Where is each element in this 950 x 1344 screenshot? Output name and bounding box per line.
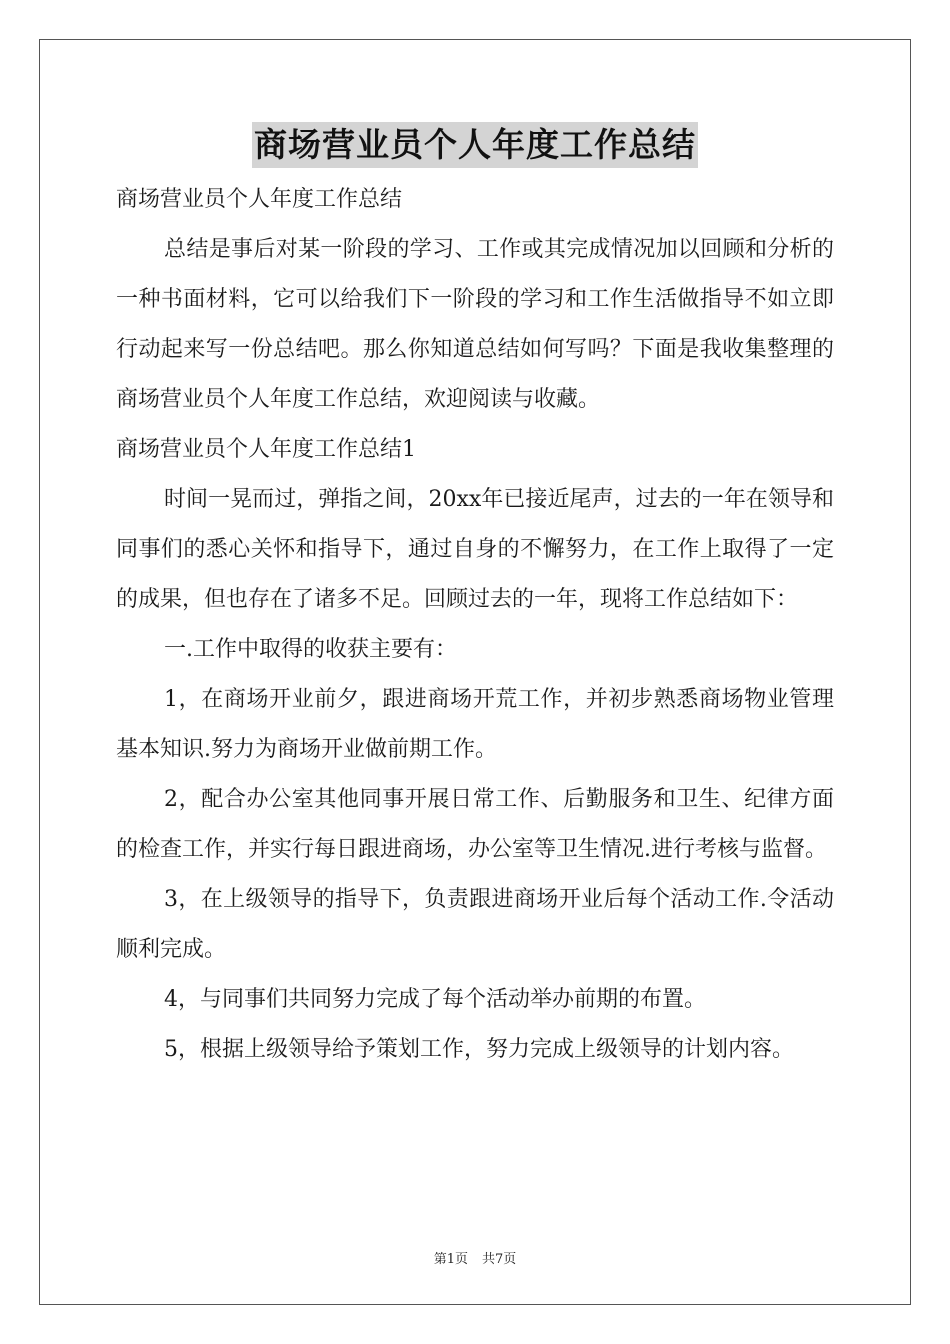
paragraph-gains-heading: 一.工作中取得的收获主要有： — [164, 637, 457, 662]
document-body — [116, 175, 834, 1075]
paragraph-item-5: 5，根据上级领导给予策划工作，努力完成上级领导的计划内容。 — [164, 1037, 794, 1062]
paragraph-item-4: 4，与同事们共同努力完成了每个活动举办前期的布置。 — [164, 987, 706, 1012]
paragraph-intro: 总结是事后对某一阶段的学习、工作或其完成情况加以回顾和分析的一种书面材料，它可以给我们下一阶段的学习和工作生活做指导不如立即行动起来写一份总结吧。那么你知道总结如何写吗？下面是我收集整理的商场营业员个人年度工作总结，欢迎阅读与收藏。 — [116, 237, 834, 412]
page-number-total: 共7页 — [482, 1252, 517, 1267]
document-title: 商场营业员个人年度工作总结 — [252, 122, 698, 168]
section-heading-1: 商场营业员个人年度工作总结1 — [116, 437, 416, 462]
paragraph-item-3: 3，在上级领导的指导下，负责跟进商场开业后每个活动工作.令活动顺利完成。 — [116, 887, 834, 962]
paragraph-overview: 时间一晃而过，弹指之间，20xx年已接近尾声，过去的一年在领导和同事们的悉心关怀和指导下，通过自身的不懈努力，在工作上取得了一定的成果，但也存在了诸多不足。回顾过去的一年，现将工作总结如下： — [116, 487, 834, 612]
page-number-current: 第1页 — [433, 1252, 468, 1267]
document-title-container — [0, 122, 950, 179]
paragraph-item-2: 2，配合办公室其他同事开展日常工作、后勤服务和卫生、纪律方面的检查工作，并实行每日跟进商场，办公室等卫生情况.进行考核与监督。 — [116, 787, 834, 862]
page-footer — [0, 1248, 950, 1267]
paragraph-item-1: 1，在商场开业前夕，跟进商场开荒工作，并初步熟悉商场物业管理基本知识.努力为商场开业做前期工作。 — [116, 687, 834, 762]
paragraph-subtitle: 商场营业员个人年度工作总结 — [116, 187, 403, 212]
